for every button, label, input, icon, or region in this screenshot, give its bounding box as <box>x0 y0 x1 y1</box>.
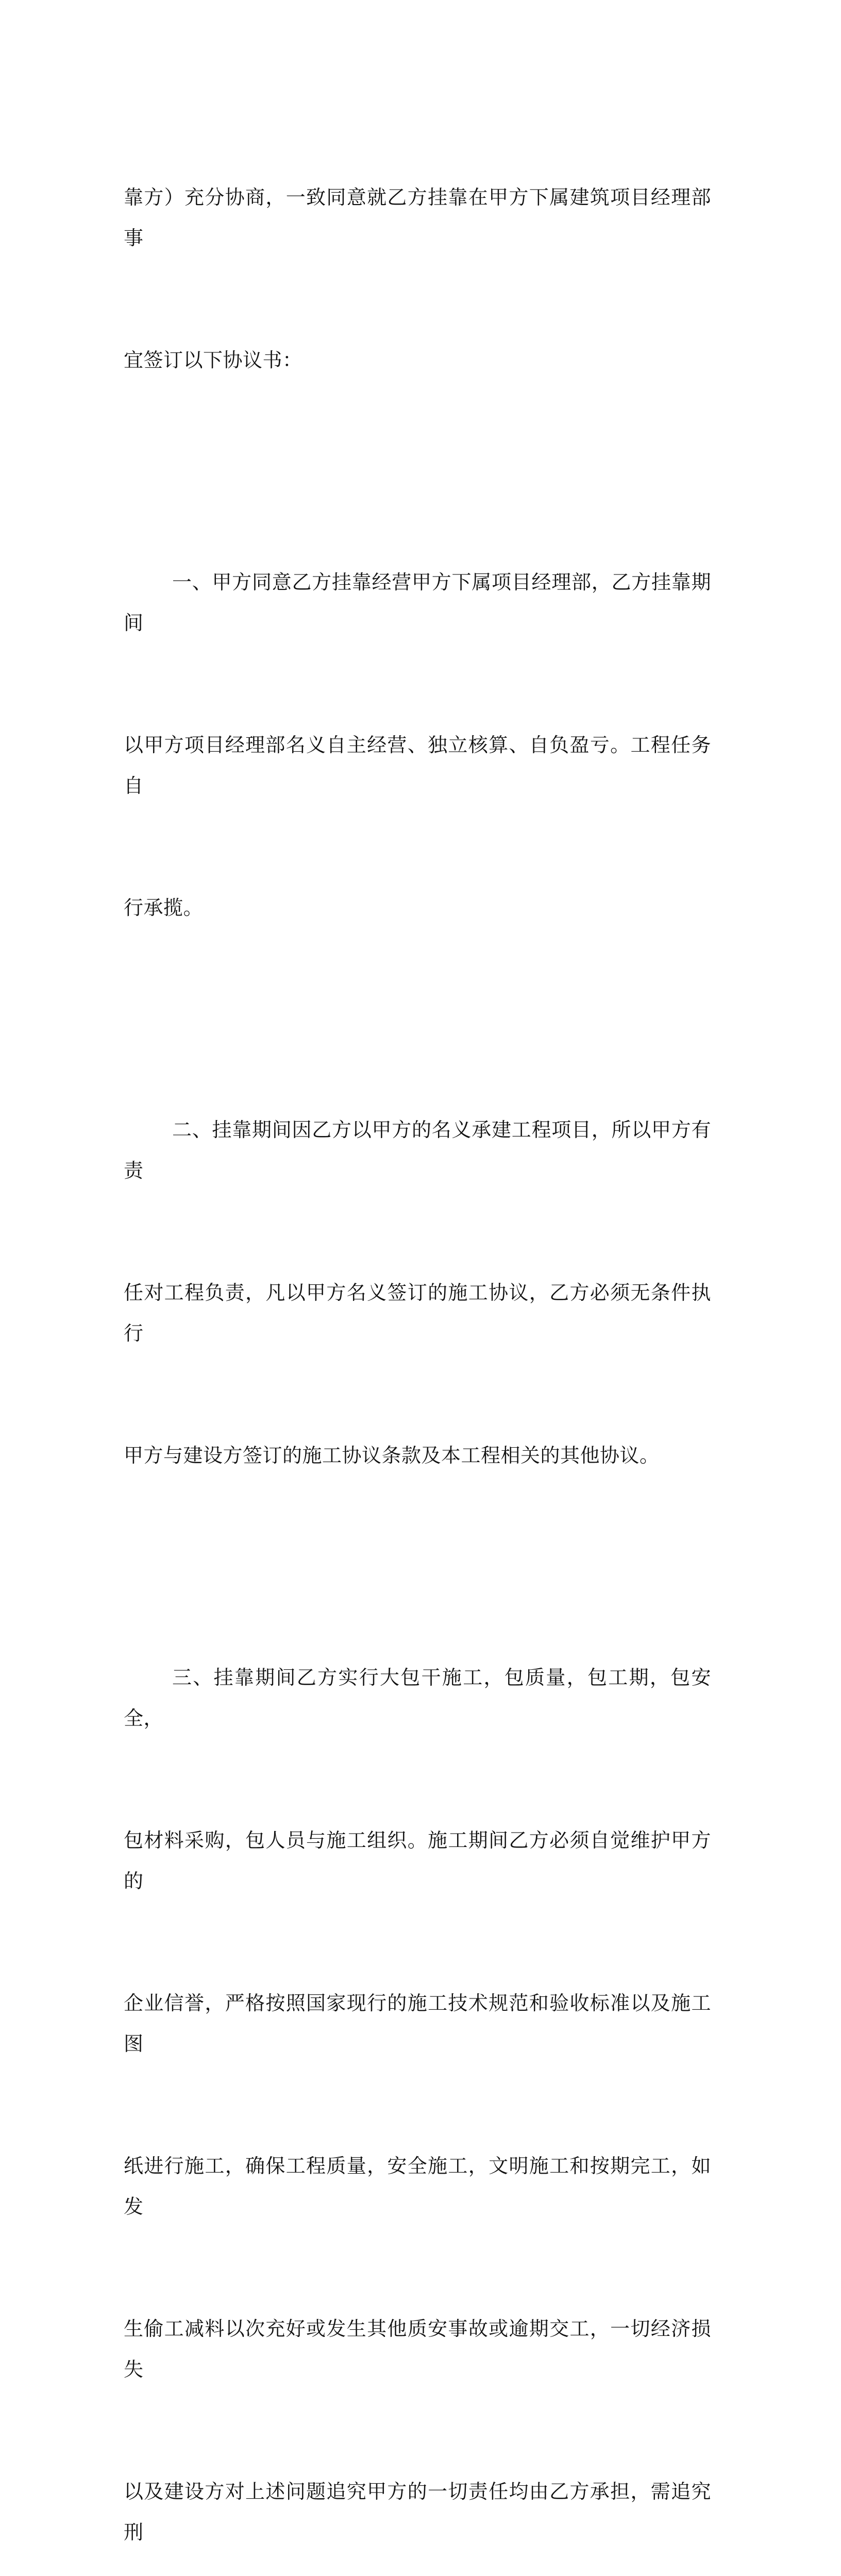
clause-1-paragraph <box>124 481 711 1010</box>
text-line: 行承揽。 <box>124 896 204 919</box>
text-line: 三、挂靠期间乙方实行大包干施工，包质量，包工期，包安全， <box>124 1666 711 1730</box>
text-line: 一、甲方同意乙方挂靠经营甲方下属项目经理部，乙方挂靠期间 <box>124 571 711 634</box>
text-line: 企业信誉，严格按照国家现行的施工技术规范和验收标准以及施工图 <box>124 1992 711 2055</box>
text-line: 包材料采购，包人员与施工组织。施工期间乙方必须自觉维护甲方的 <box>124 1829 711 1892</box>
text-line: 纸进行施工，确保工程质量，安全施工，文明施工和按期完工，如发 <box>124 2155 711 2218</box>
document-body <box>124 96 711 2576</box>
intro-paragraph <box>124 96 711 462</box>
clause-3-paragraph <box>124 1576 711 2576</box>
text-line: 以及建设方对上述问题追究甲方的一切责任均由乙方承担，需追究刑 <box>124 2480 711 2544</box>
text-line: 以甲方项目经理部名义自主经营、独立核算、自负盈亏。工程任务自 <box>124 734 711 797</box>
text-line: 二、挂靠期间因乙方以甲方的名义承建工程项目，所以甲方有责 <box>124 1118 711 1182</box>
text-line: 甲方与建设方签订的施工协议条款及本工程相关的其他协议。 <box>124 1444 660 1467</box>
text-line: 任对工程负责，凡以甲方名义签订的施工协议，乙方必须无条件执行 <box>124 1281 711 1345</box>
text-line: 靠方）充分协商，一致同意就乙方挂靠在甲方下属建筑项目经理部事 <box>124 186 711 249</box>
clause-2-paragraph <box>124 1028 711 1557</box>
text-line: 宜签订以下协议书： <box>124 349 302 371</box>
text-line: 生偷工减料以次充好或发生其他质安事故或逾期交工，一切经济损失 <box>124 2317 711 2381</box>
